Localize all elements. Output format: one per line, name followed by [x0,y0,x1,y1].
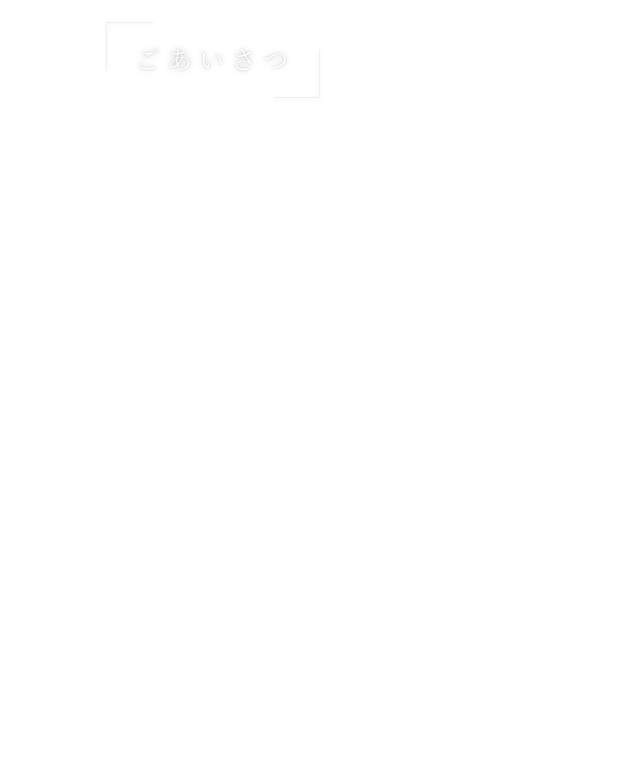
greeting-heading-frame [106,22,320,98]
greeting-content-area [0,110,640,780]
greeting-heading: ごあいさつ [135,46,296,75]
heading-bottom-right-bracket [273,49,320,98]
